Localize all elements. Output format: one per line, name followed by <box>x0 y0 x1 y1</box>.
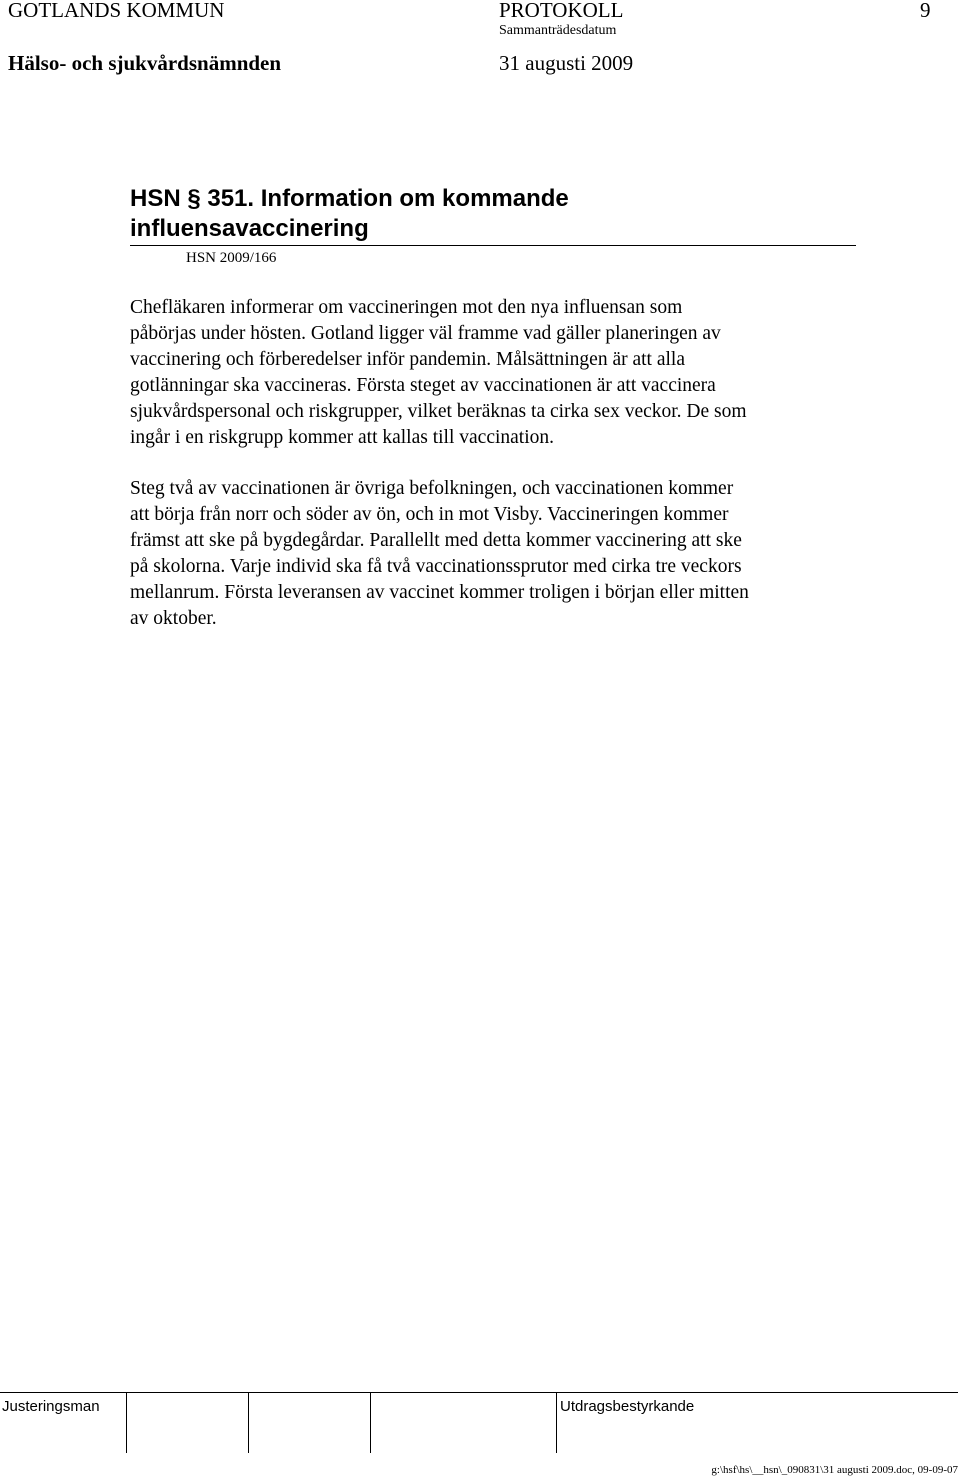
text-line: sjukvårdspersonal och riskgrupper, vilket beräknas ta cirka sex veckor. De som <box>130 401 747 422</box>
meeting-date-label: Sammanträdesdatum <box>499 23 617 38</box>
text-line: vaccinering och förberedelser inför pandemin. Målsättningen är att alla <box>130 349 685 370</box>
text-line: Chefläkaren informerar om vaccineringen mot den nya influensan som <box>130 297 683 318</box>
signature-cell <box>248 1393 371 1453</box>
organization-name: GOTLANDS KOMMUN <box>8 0 225 22</box>
meeting-date: 31 augusti 2009 <box>499 51 634 75</box>
title-divider <box>130 245 856 246</box>
text-line: gotlänningar ska vaccineras. Första steget av vaccinationen är att vaccinera <box>130 375 716 396</box>
text-line: att börja från norr och söder av ön, och in mot Visby. Vaccineringen kommer <box>130 504 729 525</box>
paragraph-2 <box>130 476 860 632</box>
file-path: g:\hsf\hs\__hsn\_090831\31 augusti 2009.doc, 09-09-07 <box>711 1464 958 1476</box>
signature-cell <box>370 1393 557 1453</box>
adjuster-label: Justeringsman <box>2 1398 100 1415</box>
item-title <box>130 184 569 244</box>
signature-cell <box>126 1393 249 1453</box>
paragraph-1 <box>130 295 860 451</box>
text-line: av oktober. <box>130 608 217 629</box>
text-line: mellanrum. Första leveransen av vaccinet kommer troligen i början eller mitten <box>130 582 749 603</box>
item-title-line: HSN § 351. Information om kommande <box>130 185 569 212</box>
text-line: Steg två av vaccinationen är övriga befolkningen, och vaccinationen kommer <box>130 478 734 499</box>
item-title-line: influensavaccinering <box>130 215 369 242</box>
text-line: på skolorna. Varje individ ska få två vaccinationssprutor med cirka tre veckors <box>130 556 742 577</box>
text-line: ingår i en riskgrupp kommer att kallas till vaccination. <box>130 427 555 448</box>
document-type: PROTOKOLL <box>499 0 624 22</box>
extract-certification-label: Utdragsbestyrkande <box>560 1398 695 1415</box>
committee-name: Hälso- och sjukvårdsnämnden <box>8 51 282 75</box>
text-line: påbörjas under hösten. Gotland ligger väl framme vad gäller planeringen av <box>130 323 721 344</box>
text-line: främst att ske på bygdegårdar. Parallellt med detta kommer vaccinering att ske <box>130 530 742 551</box>
page-number: 9 <box>920 0 931 22</box>
case-number: HSN 2009/166 <box>186 250 277 266</box>
